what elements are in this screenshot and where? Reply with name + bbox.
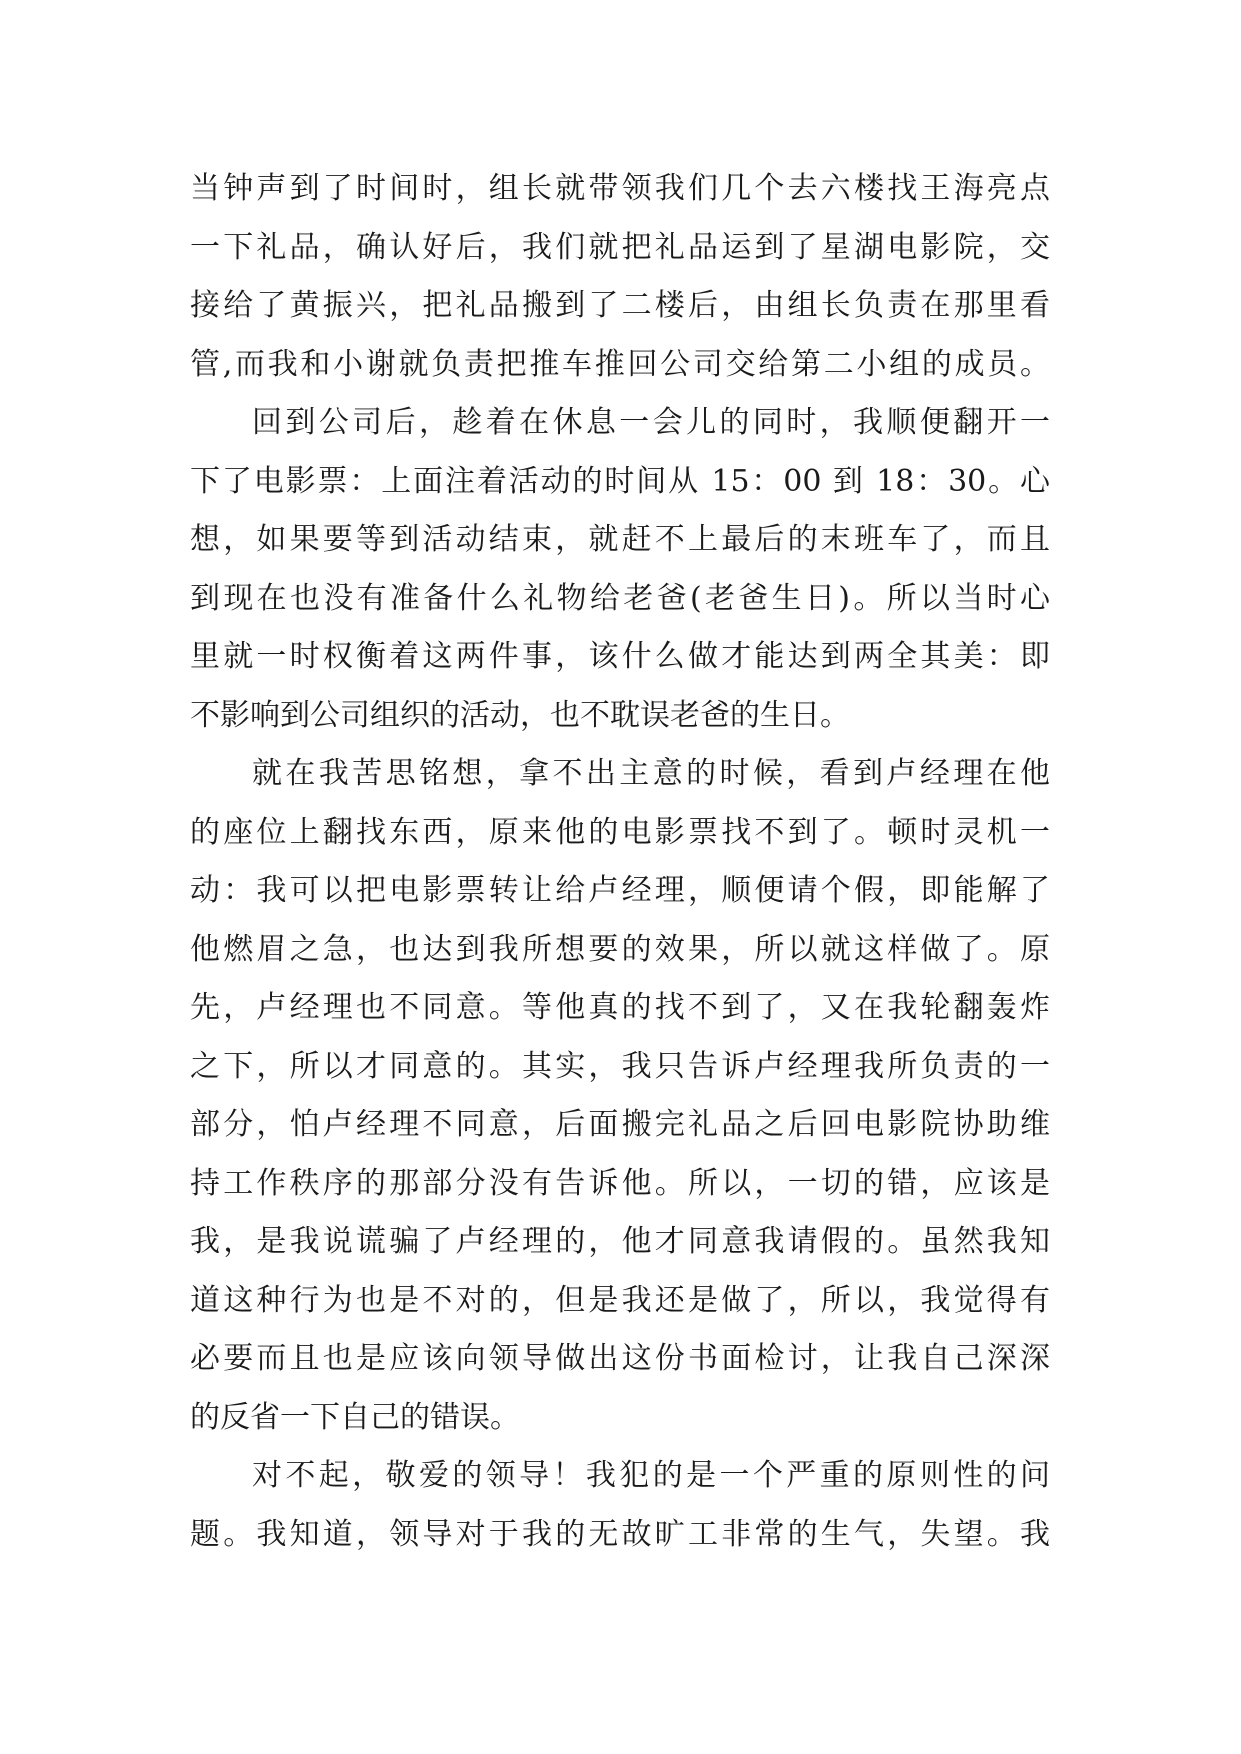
paragraph-3: [190, 745, 1050, 1447]
text-line: 接给了黄振兴，把礼品搬到了二楼后，由组长负责在那里看: [190, 288, 1050, 323]
text-line: 的座位上翻找东西，原来他的电影票找不到了。顿时灵机一: [190, 814, 1050, 850]
text-line: 对不起，敬爱的领导！我犯的是一个严重的原则性的问: [252, 1458, 1050, 1493]
text-line: 到现在也没有准备什么礼物给老爸(老爸生日)。所以当时心: [190, 580, 1050, 616]
paragraph-4: [190, 1447, 1050, 1564]
paragraph-1: [190, 160, 1050, 394]
text-line: 里就一时权衡着这两件事，该什么做才能达到两全其美：即: [190, 639, 1050, 674]
text-line: 题。我知道，领导对于我的无故旷工非常的生气，失望。我: [190, 1516, 1050, 1552]
text-line: 部分，怕卢经理不同意，后面搬完礼品之后回电影院协助维: [190, 1107, 1050, 1142]
text-line: 管,而我和小谢就负责把推车推回公司交给第二小组的成员。: [190, 346, 1050, 382]
text-line: 必要而且也是应该向领导做出这份书面检讨，让我自己深深: [190, 1341, 1050, 1376]
text-line: 不影响到公司组织的活动，也不耽误老爸的生日。: [190, 697, 850, 733]
text-line: 一下礼品，确认好后，我们就把礼品运到了星湖电影院，交: [190, 229, 1050, 265]
paragraph-2: [190, 394, 1050, 745]
text-line: 持工作秩序的那部分没有告诉他。所以，一切的错，应该是: [190, 1165, 1050, 1201]
text-line: 我，是我说谎骗了卢经理的，他才同意我请假的。虽然我知: [190, 1224, 1050, 1259]
document-body: [190, 160, 1050, 1564]
text-line: 的反省一下自己的错误。: [190, 1399, 520, 1435]
text-line: 他燃眉之急，也达到我所想要的效果，所以就这样做了。原: [190, 931, 1050, 967]
text-line: 下了电影票：上面注着活动的时间从 15：00 到 18：30。心: [190, 463, 1050, 499]
text-line: 道这种行为也是不对的，但是我还是做了，所以，我觉得有: [190, 1282, 1050, 1318]
text-line: 想，如果要等到活动结束，就赶不上最后的末班车了，而且: [190, 522, 1050, 557]
text-line: 回到公司后，趁着在休息一会儿的同时，我顺便翻开一: [252, 405, 1050, 440]
text-line: 就在我苦思铭想，拿不出主意的时候，看到卢经理在他: [252, 756, 1050, 791]
text-line: 动：我可以把电影票转让给卢经理，顺便请个假，即能解了: [190, 873, 1050, 908]
text-line: 先，卢经理也不同意。等他真的找不到了，又在我轮翻轰炸: [190, 990, 1050, 1025]
text-line: 之下，所以才同意的。其实，我只告诉卢经理我所负责的一: [190, 1048, 1050, 1084]
text-line: 当钟声到了时间时，组长就带领我们几个去六楼找王海亮点: [190, 171, 1050, 206]
